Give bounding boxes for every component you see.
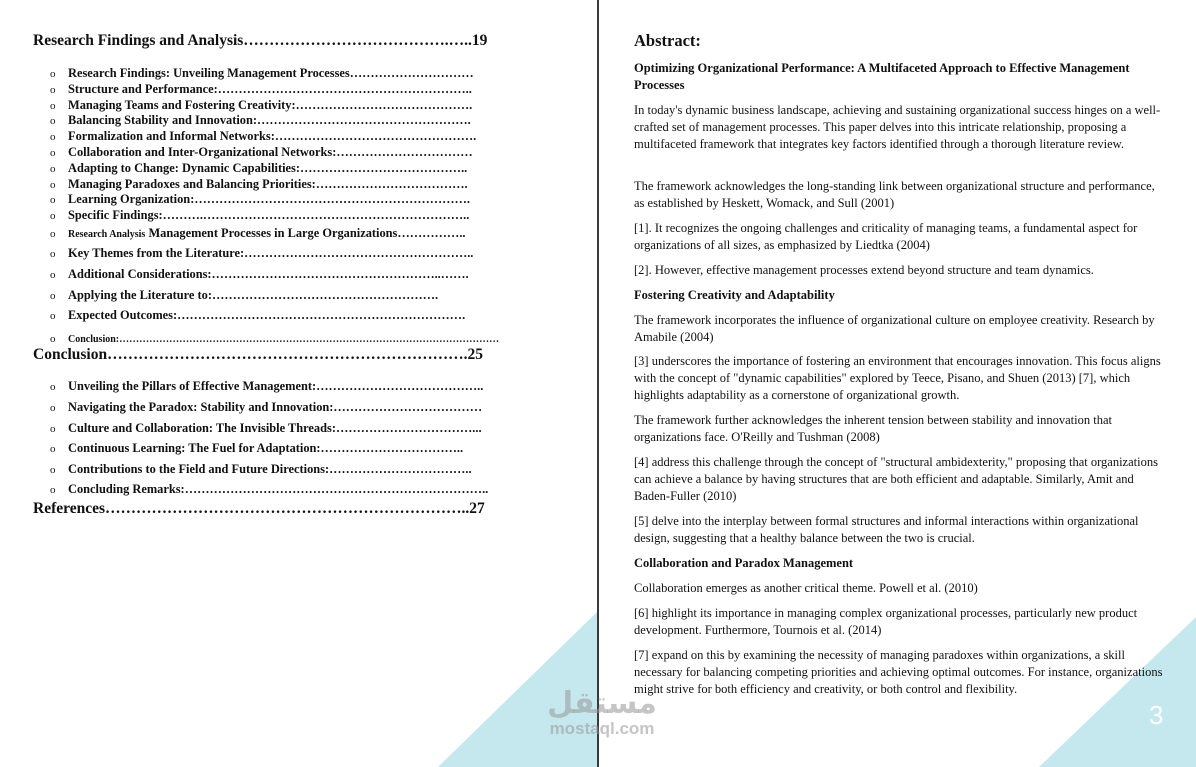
toc-page	[0, 0, 597, 767]
toc-item[interactable]: o Specific Findings:……….………………………………………………………..	[50, 208, 470, 222]
toc-item[interactable]: o Culture and Collaboration: The Invisible Threads:……………………………...	[50, 421, 482, 435]
toc-item[interactable]: o Learning Organization:………………………………………………………….	[50, 192, 471, 206]
paragraph: [4] address this challenge through the concept of "structural ambidexterity," proposing that organizations can achieve a balance by having structures that are both efficient and adaptable. Similarly, Amit and Baden-Fuller (2010)	[634, 455, 1158, 503]
toc-heading-references[interactable]: References……………………………………………………………..27	[33, 500, 485, 517]
paragraph: [7] expand on this by examining the necessity of managing paradoxes within organizations, a skill necessary for balancing competing priorities and achieving optimal outcomes. For instance, organizations might strive for both efficiency and creativity, or both control and flexibility.	[634, 648, 1163, 696]
section-heading: Collaboration and Paradox Management	[634, 556, 854, 570]
paragraph: The framework incorporates the influence of organizational culture on employee creativity. Research by Amabile (2004)	[634, 313, 1155, 344]
toc-item[interactable]: o Conclusion:……………………………………………………………………………………………………	[50, 333, 500, 345]
toc-item[interactable]: o Unveiling the Pillars of Effective Management:…………………………………..	[50, 379, 484, 393]
page-number: 3	[1149, 700, 1164, 730]
research-analysis-prefix: Research Analysis	[68, 229, 146, 240]
toc-item[interactable]: o Contributions to the Field and Future Directions:……………………………..	[50, 462, 472, 476]
paragraph: [5] delve into the interplay between formal structures and informal interactions within organizational design, suggesting that a healthy balance between the two is crucial.	[634, 514, 1139, 545]
toc-heading-conclusion[interactable]: Conclusion…………………………………………………………….25	[33, 346, 483, 363]
toc-item[interactable]: o Continuous Learning: The Fuel for Adaptation:……………………………..	[50, 441, 464, 455]
toc-item[interactable]: o Managing Teams and Fostering Creativity:…………………………………….	[50, 98, 473, 112]
paragraph: In today's dynamic business landscape, achieving and sustaining organizational success hinges on a well-crafted set of management processes. This paper delves into this intricate relationship, proposing a multifaceted framework that integrates key factors identified through a thorough literature review.	[634, 103, 1161, 151]
toc-item[interactable]: o Applying the Literature to:……………………………………………….	[50, 288, 439, 302]
paragraph: The framework acknowledges the long-standing link between organizational structure and performance, as established by Heskett, Womack, and Sull (2001)	[634, 179, 1155, 210]
paragraph: [6] highlight its importance in managing complex organizational processes, particularly new product development. Furthermore, Tournois et al. (2014)	[634, 606, 1138, 637]
watermark	[527, 688, 677, 738]
paragraph: Collaboration emerges as another critical theme. Powell et al. (2010)	[634, 581, 978, 595]
toc-item[interactable]: o Navigating the Paradox: Stability and Innovation:………………………………	[50, 400, 483, 414]
toc-item[interactable]: o Key Themes from the Literature:………………………………………………..	[50, 246, 474, 260]
watermark-logo: مستقل	[547, 687, 657, 720]
toc-item[interactable]: o Additional Considerations:………………………………………………..…….	[50, 267, 469, 281]
toc-item[interactable]: o Expected Outcomes:…………………………………………………………….	[50, 308, 466, 322]
toc-item[interactable]: o Structure and Performance:……………………………………………………..	[50, 82, 472, 96]
toc-item[interactable]: o Balancing Stability and Innovation:…………………………………………….	[50, 113, 471, 127]
paragraph: [1]. It recognizes the ongoing challenges and criticality of managing teams, a fundamental aspect for organizations of all sizes, as emphasized by Liedtka (2004)	[634, 221, 1138, 252]
watermark-text: mostaql.com	[549, 719, 655, 738]
toc-item[interactable]: o Managing Paradoxes and Balancing Priorities:……………………………….	[50, 177, 468, 191]
toc-item[interactable]: o Research Analysis Management Processes in Large Organizations……………..	[50, 226, 466, 240]
section-heading: Fostering Creativity and Adaptability	[634, 288, 835, 302]
toc-item[interactable]: o Research Findings: Unveiling Management Processes…………………………	[50, 66, 474, 80]
toc-item[interactable]: o Adapting to Change: Dynamic Capabilities:…………………………………..	[50, 161, 468, 175]
abstract-title: Abstract:	[634, 31, 701, 50]
abstract-subtitle: Optimizing Organizational Performance: A Multifaceted Approach to Effective Management Processes	[634, 61, 1130, 92]
abstract-page	[599, 0, 1196, 767]
paragraph: The framework further acknowledges the inherent tension between stability and innovation that organizations face. O'Reilly and Tushman (2008)	[634, 413, 1112, 444]
paragraph: [3] underscores the importance of fostering an environment that encourages innovation. This focus aligns with the concept of "dynamic capabilities" explored by Teece, Pisano, and Shuen (2013) [7], which highlights adaptability as a cornerstone of organizational growth.	[634, 354, 1161, 402]
toc-heading-research[interactable]: Research Findings and Analysis………………………………….…..19	[33, 32, 488, 49]
toc-item[interactable]: o Collaboration and Inter-Organizational Networks:……………………………	[50, 145, 473, 159]
paragraph: [2]. However, effective management processes extend beyond structure and team dynamics.	[634, 263, 1094, 277]
toc-item[interactable]: o Formalization and Informal Networks:………………………………………….	[50, 129, 477, 143]
toc-item[interactable]: o Concluding Remarks:………………………………………………………………..	[50, 482, 489, 496]
